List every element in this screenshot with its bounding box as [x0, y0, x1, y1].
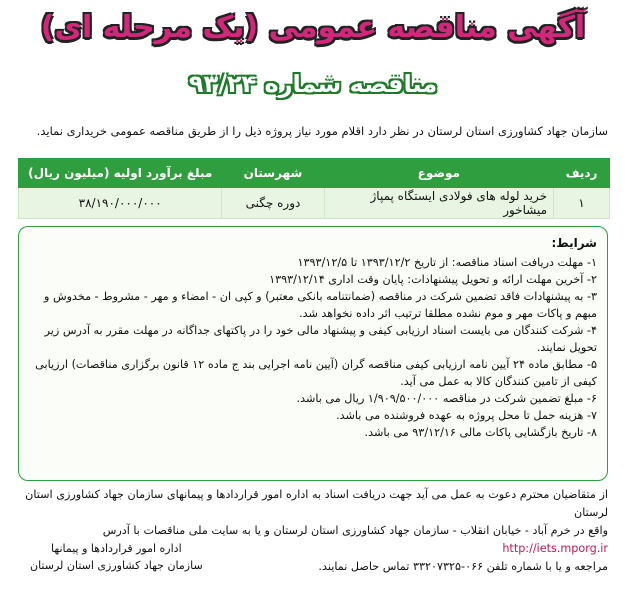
signature-line-1: اداره امور قراردادها و پیمانها [51, 542, 182, 555]
row-index: ۱ [554, 188, 610, 219]
table-row [19, 188, 610, 219]
conditions-list [29, 235, 597, 441]
footer-line-3: مراجعه و یا با شماره تلفن ۰۶۶-۳۳۲۰۷۳۲۵ تماس حاصل نمایند. [318, 560, 608, 573]
signature-line-2: سازمان جهاد کشاورزی استان لرستان [30, 559, 203, 572]
conditions-heading: شرایط: [551, 236, 597, 250]
signature-block [30, 540, 203, 574]
row-amount: ۳۸/۱۹۰/۰۰۰/۰۰۰ [19, 188, 222, 219]
row-subject: خرید لوله های فولادی ایستگاه پمپاژ میشاخور [324, 188, 553, 219]
condition-item: ۷- هزینه حمل تا محل پروژه به عهده فروشنده می باشد. [336, 409, 597, 422]
condition-item: ۶- مبلغ تضمین شرکت در مناقصه ۱/۹۰۹/۵۰۰/۰۰۰ ریال می باشد. [296, 392, 597, 405]
header-city: شهرستان [222, 159, 324, 188]
header-index: ردیف [554, 159, 610, 188]
website-link[interactable]: http://iets.mporg.ir [502, 542, 608, 555]
row-city: دوره چگنی [222, 188, 324, 219]
conditions-box [18, 226, 608, 481]
condition-item: ۸- تاریخ بازگشایی پاکات مالی ۹۳/۱۲/۱۶ می باشد. [364, 426, 597, 439]
notice-title: آگهی مناقصه عمومی (یک مرحله ای) [40, 10, 586, 45]
condition-item: ۳- به پیشنهادات فاقد تضمین شرکت در مناقصه (ضمانتنامه بانکی معتبر) و کپی ان - امضاء و مهر - مشروط - مخدوش و مبهم و پاکات مهر و موم نشده مطلقا ترتیب اثر داده نخواهد شد. [44, 290, 597, 320]
footer-address: واقع در خرم آباد - خیابان انقلاب - سازمان جهاد کشاورزی استان لرستان و یا به سایت ملی مناقصات با آدرس [102, 524, 608, 537]
tender-number: مناقصه شماره ۹۳/۲۴ [188, 70, 438, 98]
header-subject: موضوع [324, 159, 553, 188]
condition-item: ۱- مهلت دریافت اسناد مناقصه: از تاریخ ۱۳۹۳/۱۲/۲ تا ۱۳۹۳/۱۲/۵ [297, 256, 597, 269]
condition-item: ۴- شرکت کنندگان می بایست اسناد ارزیابی کیفی و پیشنهاد مالی خود را در پاکتهای جداگانه در مهلت مقرر به آدرس زیر تحویل نمایند. [44, 324, 597, 354]
intro-text: سازمان جهاد کشاورزی استان لرستان در نظر دارد اقلام مورد نیاز پروژه ذیل را از طریق مناقصه عمومی خریداری نماید. [36, 124, 608, 138]
header-amount: مبلغ برآورد اولیه (میلیون ریال) [19, 159, 222, 188]
tender-table [18, 158, 610, 219]
condition-item: ۲- آخرین مهلت ارائه و تحویل پیشنهادات: پایان وقت اداری ۱۳۹۳/۱۲/۱۴ [269, 273, 597, 286]
footer-line-1: از متقاضیان محترم دعوت به عمل می آید جهت دریافت اسناد به اداره امور قراردادها و پیمانهای سازمان جهاد کشاورزی استان لرستان [25, 488, 608, 519]
table-header-row [19, 159, 610, 188]
condition-item: ۵- مطابق ماده ۲۴ آیین نامه ارزیابی کیفی مناقصه گران (آیین نامه اجرایی بند ج ماده ۱۲ قانون برگزاری مناقصات) ارزیابی کیفی از تامین کنندگان کالا به عمل می آید. [35, 358, 597, 388]
